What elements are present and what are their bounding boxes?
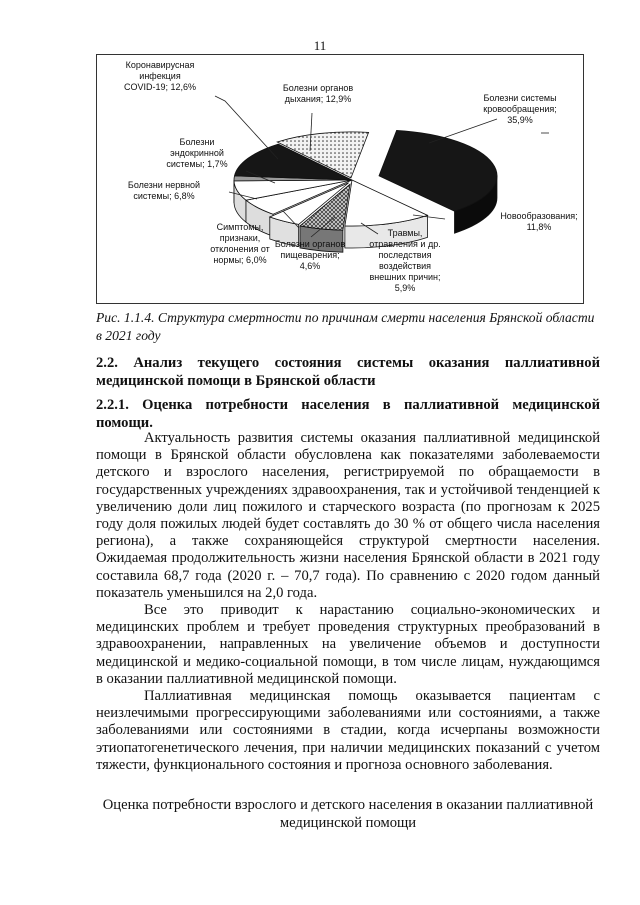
subsection-title: 2.2.1. Оценка потребности населения в паллиативной медицинской помощи.: [96, 397, 600, 431]
label-nervous: Болезни нервной системы; 6,8%: [127, 180, 201, 201]
label-circulatory: Болезни системы кровообращения; 35,9%: [483, 93, 557, 125]
figure-caption: Рис. 1.1.4. Структура смертности по причинам смерти населения Брянской области в 2021 году: [96, 310, 595, 343]
label-endocrine: Болезни эндокринной системы; 1,7%: [166, 137, 228, 169]
label-digestive: Болезни органов пищеварения; 4,6%: [274, 239, 346, 271]
paragraph: Все это приводит к нарастанию социально-экономических и медицинских проблем и требует проведения структурных преобразований в здравоохранении, направленных на увеличение объемов и доступности медицинской и медико-социальной помощи, в том числе лицам, нуждающимся в оказании паллиативной медицинской помощи.: [96, 602, 600, 687]
label-symptoms: Симптомы, признаки, отклонения от нормы; 6,0%: [210, 222, 270, 265]
page-number: 11: [313, 38, 327, 53]
paragraph: Паллиативная медицинская помощь оказывается пациентам с неизлечимыми прогрессирующими заболеваниями или состояниями, а также заболеваниями или состояниями в стадии, когда исчерпаны возможности этиопатогенетического лечения, при наличии медицинских показаний с учетом тяжести, функционального состояния и прогноза основного заболевания.: [96, 688, 600, 773]
table-title: Оценка потребности взрослого и детского населения в оказании паллиативной медицинской помощи: [102, 797, 594, 831]
pie-slice-0: [379, 130, 497, 211]
label-respiratory: Болезни органов дыхания; 12,9%: [282, 83, 354, 104]
label-neoplasms: Новообразования; 11,8%: [500, 211, 578, 232]
section-title: 2.2. Анализ текущего состояния системы оказания паллиативной медицинской помощи в Брянской области: [96, 355, 600, 389]
body-text: [96, 430, 600, 774]
label-trauma: Травмы, отравления и др. последствия воздействия внешних причин; 5,9%: [369, 228, 441, 293]
label-covid: Коронавирусная инфекция COVID-19; 12,6%: [123, 60, 197, 92]
paragraph: Актуальность развития системы оказания паллиативной медицинской помощи в Брянской области обусловлена как показателями заболеваемости детского и взрослого населения, регистрируемой по обращаемости в государственных учреждениях здравоохранения, так и устойчивой тенденцией к увеличению доли лиц пожилого и старческого возраста (по прогнозам к 2025 году доля пожилых людей будет составлять до 30 % от общего числа населения региона), а также сохраняющейся структурой смертности населения. Ожидаемая продолжительность жизни населения Брянской области в 2021 году составила 68,7 года (2020 г. – 70,7 года). По сравнению с 2020 годом данный показатель уменьшился на 2,0 года.: [96, 430, 600, 601]
mortality-pie-chart: [96, 54, 584, 304]
